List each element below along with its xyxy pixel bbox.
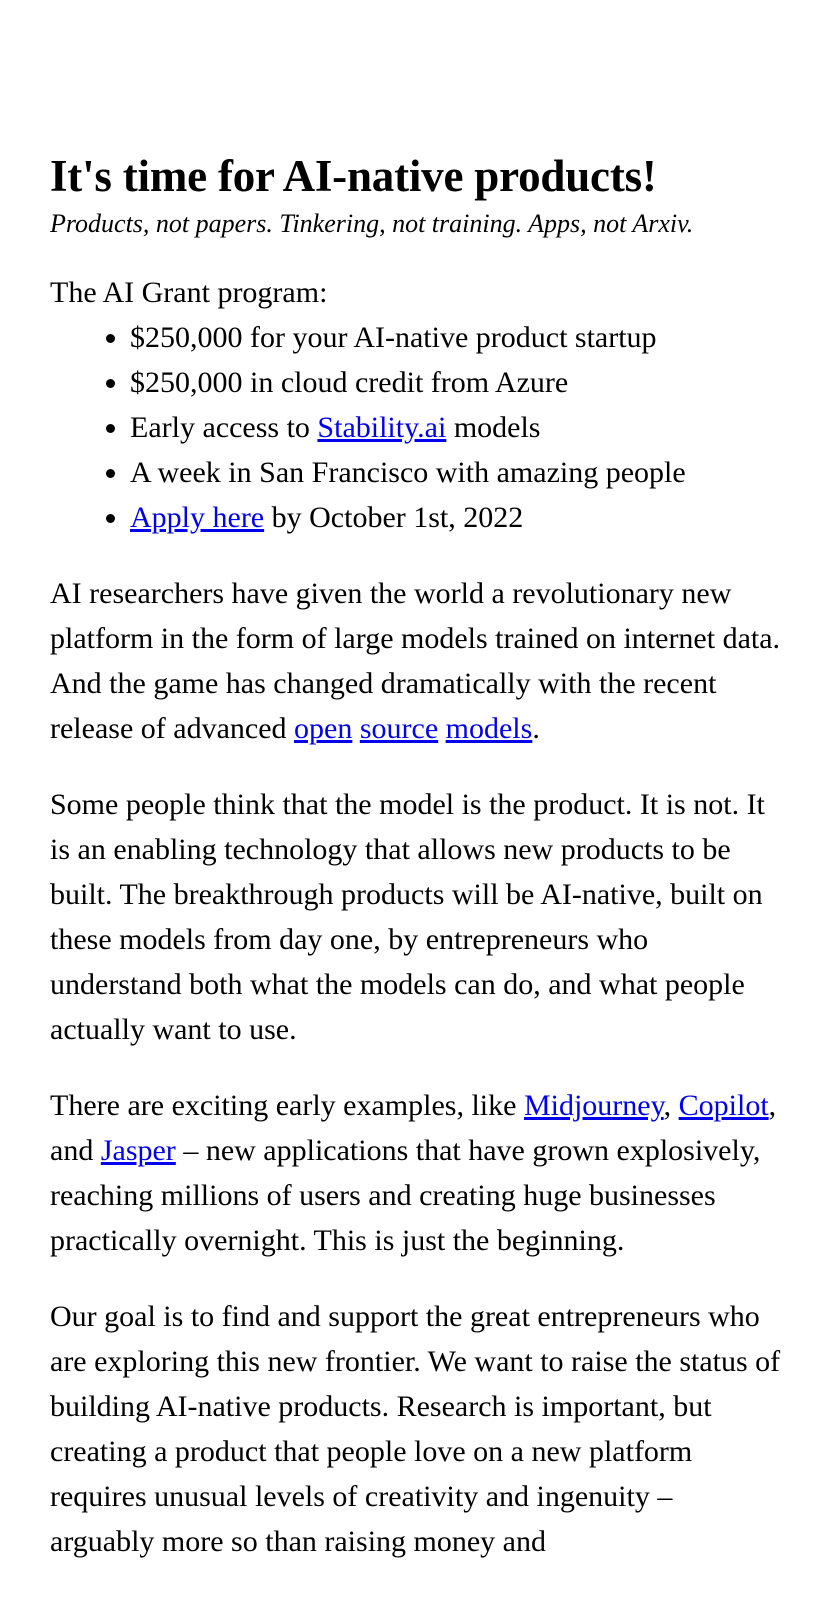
apply-here-link[interactable]: Apply here: [130, 501, 265, 534]
tagline: Products, not papers. Tinkering, not training. Apps, not Arxiv.: [50, 209, 694, 238]
midjourney-link[interactable]: Midjourney: [523, 1089, 664, 1122]
benefit-text: $250,000 in cloud credit from Azure: [130, 366, 569, 399]
benefit-item-sf-week: [130, 450, 782, 495]
source-link[interactable]: source: [359, 712, 439, 745]
article: [50, 150, 782, 1564]
benefit-text: A week in San Francisco with amazing people: [130, 456, 686, 489]
benefit-item-funding: [130, 315, 782, 360]
paragraph-researchers: [50, 571, 782, 751]
paragraph-text: – new applications that have grown explosively, reaching millions of users and creating huge businesses practically overnight. This is just the beginning.: [50, 1134, 761, 1257]
program-intro: The AI Grant program:: [50, 276, 328, 309]
paragraph-goal: Our goal is to find and support the great entrepreneurs who are exploring this new frontier. We want to raise the status of building AI-native products. Research is important, but creating a product that people love on a new platform requires unusual levels of creativity and ingenuity – arguably more so than raising money and: [50, 1300, 781, 1558]
paragraph-text: There are exciting early examples, like: [50, 1089, 524, 1122]
page-title: It's time for AI-native products!: [50, 151, 657, 201]
copilot-link[interactable]: Copilot: [678, 1089, 769, 1122]
benefit-item-stability-access: [130, 405, 782, 450]
paragraph-text: .: [532, 712, 540, 745]
benefit-text: models: [446, 411, 541, 444]
paragraph-model-product: Some people think that the model is the product. It is not. It is an enabling technology that allows new products to be built. The breakthrough products will be AI-native, built on these models from day one, by entrepreneurs who understand both what the models can do, and what people actually want to use.: [50, 788, 765, 1046]
models-link[interactable]: models: [445, 712, 533, 745]
paragraph-examples: [50, 1083, 782, 1263]
benefit-text: Early access to: [130, 411, 318, 444]
stability-ai-link[interactable]: Stability.ai: [317, 411, 447, 444]
paragraph-text: , and: [50, 1089, 777, 1167]
open-link[interactable]: open: [294, 712, 353, 745]
benefit-item-cloud-credit: [130, 360, 782, 405]
paragraph-text: ,: [663, 1089, 679, 1122]
benefit-text: by October 1st, 2022: [264, 501, 524, 534]
benefit-text: $250,000 for your AI-native product startup: [130, 321, 657, 354]
benefits-list: [50, 315, 782, 540]
benefit-item-apply: [130, 495, 782, 540]
jasper-link[interactable]: Jasper: [100, 1134, 176, 1167]
paragraph-text: AI researchers have given the world a revolutionary new platform in the form of large models trained on internet data. And the game has changed dramatically with the recent release of advanced: [50, 577, 781, 745]
